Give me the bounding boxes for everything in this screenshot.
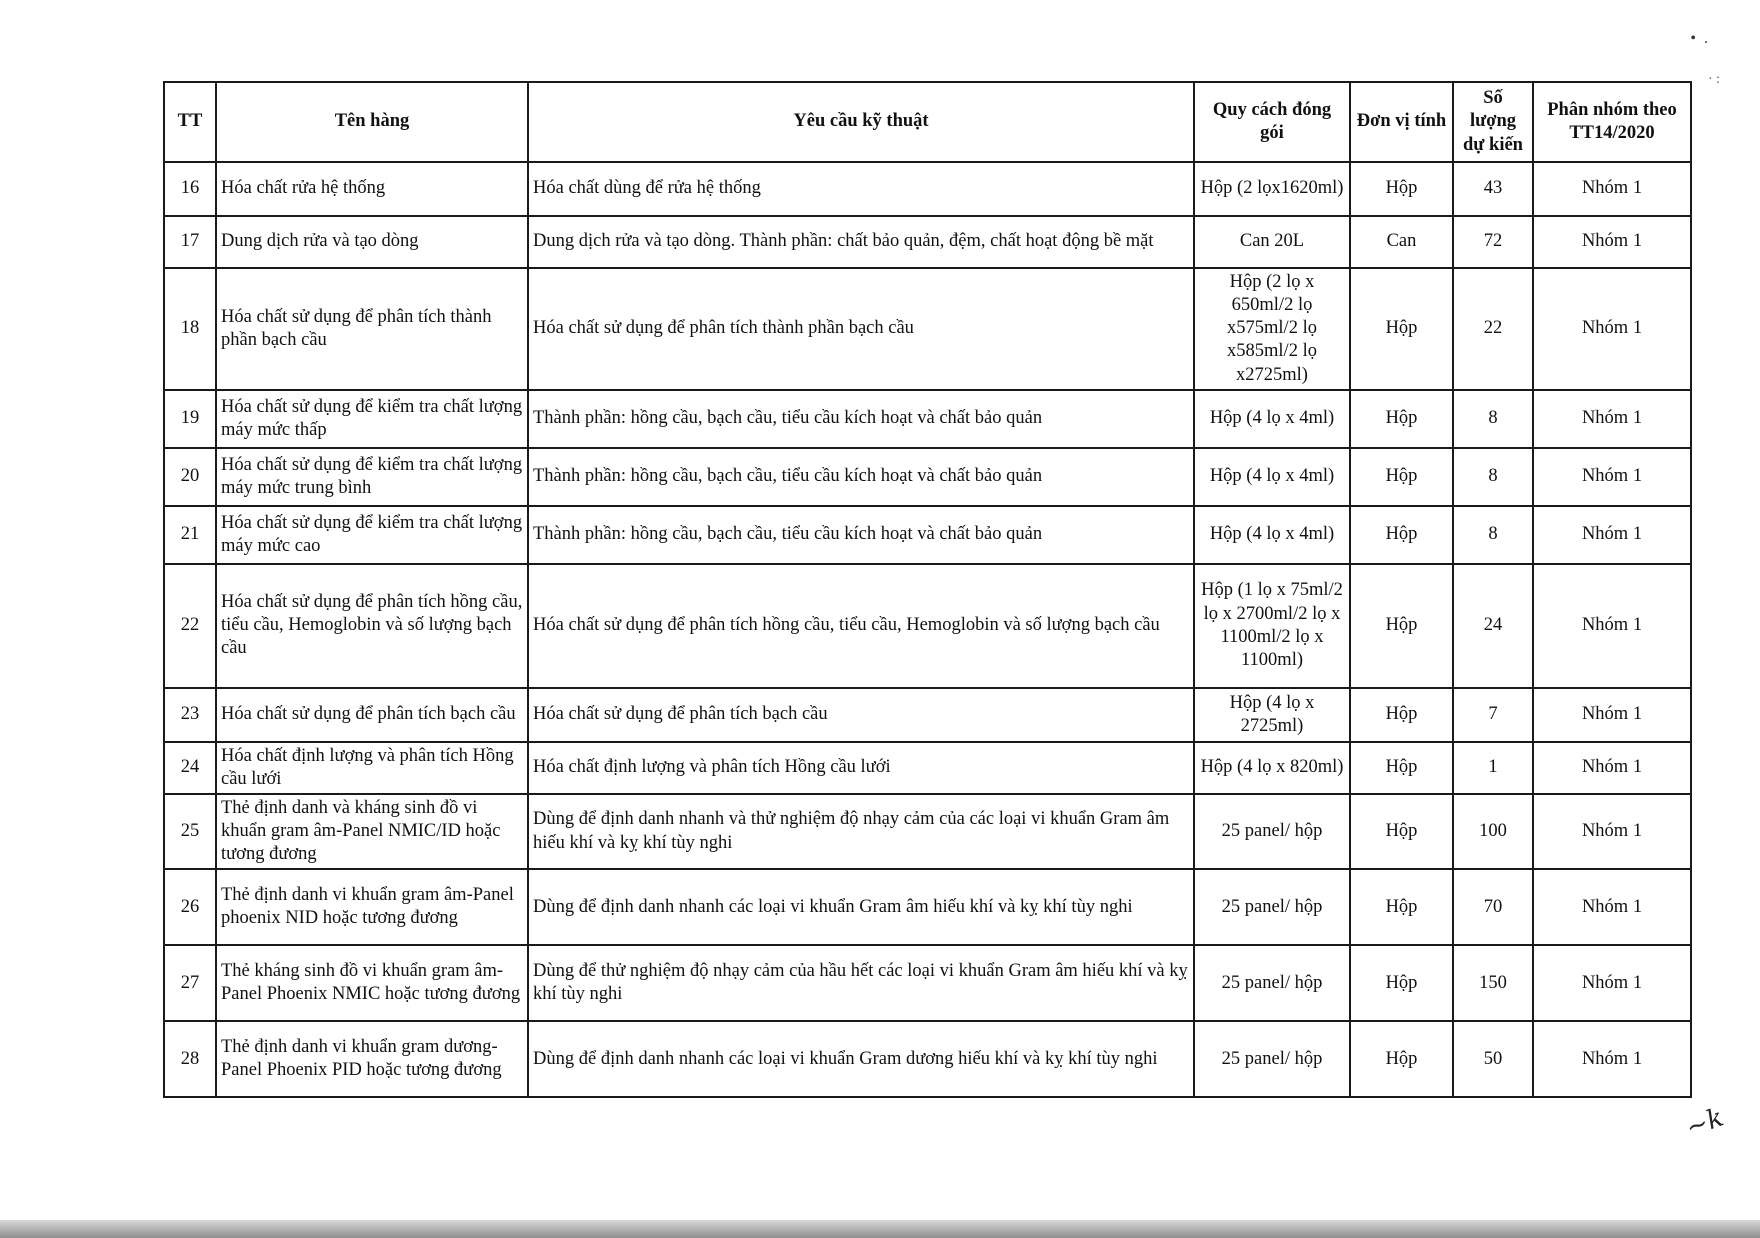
cell-requirement: Hóa chất sử dụng để phân tích bạch cầu — [528, 688, 1194, 742]
cell-group: Nhóm 1 — [1533, 390, 1691, 448]
table-row — [164, 216, 1691, 268]
cell-packaging: 25 panel/ hộp — [1194, 1021, 1350, 1097]
cell-name: Hóa chất sử dụng để phân tích thành phần bạch cầu — [216, 268, 528, 390]
cell-tt: 25 — [164, 794, 216, 869]
cell-packaging: Hộp (2 lọ x 650ml/2 lọ x575ml/2 lọ x585ml/2 lọ x2725ml) — [1194, 268, 1350, 390]
cell-packaging: Hộp (4 lọ x 2725ml) — [1194, 688, 1350, 742]
cell-name: Hóa chất sử dụng để kiểm tra chất lượng máy mức cao — [216, 506, 528, 564]
cell-group: Nhóm 1 — [1533, 742, 1691, 794]
table-row — [164, 268, 1691, 390]
cell-quantity: 22 — [1453, 268, 1533, 390]
cell-unit: Hộp — [1350, 945, 1453, 1021]
cell-group: Nhóm 1 — [1533, 688, 1691, 742]
cell-packaging: 25 panel/ hộp — [1194, 945, 1350, 1021]
header-requirement: Yêu cầu kỹ thuật — [528, 82, 1194, 162]
cell-name: Dung dịch rửa và tạo dòng — [216, 216, 528, 268]
cell-group: Nhóm 1 — [1533, 1021, 1691, 1097]
cell-group: Nhóm 1 — [1533, 794, 1691, 869]
cell-unit: Hộp — [1350, 742, 1453, 794]
table-row — [164, 794, 1691, 869]
header-name: Tên hàng — [216, 82, 528, 162]
cell-tt: 28 — [164, 1021, 216, 1097]
cell-quantity: 72 — [1453, 216, 1533, 268]
scan-edge — [0, 1220, 1760, 1238]
cell-unit: Hộp — [1350, 869, 1453, 945]
cell-group: Nhóm 1 — [1533, 869, 1691, 945]
cell-name: Hóa chất sử dụng để kiểm tra chất lượng máy mức trung bình — [216, 448, 528, 506]
cell-quantity: 1 — [1453, 742, 1533, 794]
cell-quantity: 43 — [1453, 162, 1533, 216]
cell-group: Nhóm 1 — [1533, 268, 1691, 390]
cell-tt: 16 — [164, 162, 216, 216]
cell-tt: 20 — [164, 448, 216, 506]
table-row — [164, 688, 1691, 742]
cell-requirement: Hóa chất định lượng và phân tích Hồng cầu lưới — [528, 742, 1194, 794]
cell-unit: Hộp — [1350, 506, 1453, 564]
table-row — [164, 869, 1691, 945]
cell-requirement: Dung dịch rửa và tạo dòng. Thành phần: chất bảo quản, đệm, chất hoạt động bề mặt — [528, 216, 1194, 268]
cell-tt: 19 — [164, 390, 216, 448]
cell-packaging: Hộp (4 lọ x 4ml) — [1194, 448, 1350, 506]
cell-requirement: Dùng để định danh nhanh các loại vi khuẩn Gram dương hiếu khí và kỵ khí tùy nghi — [528, 1021, 1194, 1097]
cell-quantity: 8 — [1453, 506, 1533, 564]
cell-packaging: Hộp (4 lọ x 4ml) — [1194, 390, 1350, 448]
procurement-table — [163, 81, 1692, 1098]
cell-tt: 17 — [164, 216, 216, 268]
signature-initials: ~k — [1682, 1102, 1728, 1144]
cell-packaging: Hộp (2 lọx1620ml) — [1194, 162, 1350, 216]
cell-requirement: Dùng để định danh nhanh và thử nghiệm độ nhạy cảm của các loại vi khuẩn Gram âm hiếu khí và kỵ khí tùy nghi — [528, 794, 1194, 869]
table-row — [164, 506, 1691, 564]
cell-name: Hóa chất định lượng và phân tích Hồng cầu lưới — [216, 742, 528, 794]
table-row — [164, 448, 1691, 506]
cell-tt: 23 — [164, 688, 216, 742]
cell-unit: Hộp — [1350, 688, 1453, 742]
cell-group: Nhóm 1 — [1533, 216, 1691, 268]
cell-name: Hóa chất sử dụng để phân tích bạch cầu — [216, 688, 528, 742]
scan-speck: • . — [1690, 30, 1710, 47]
cell-name: Hóa chất sử dụng để kiểm tra chất lượng máy mức thấp — [216, 390, 528, 448]
cell-requirement: Hóa chất dùng để rửa hệ thống — [528, 162, 1194, 216]
cell-packaging: Hộp (4 lọ x 820ml) — [1194, 742, 1350, 794]
cell-unit: Can — [1350, 216, 1453, 268]
cell-tt: 22 — [164, 564, 216, 688]
cell-name: Thẻ định danh vi khuẩn gram âm-Panel phoenix NID hoặc tương đương — [216, 869, 528, 945]
cell-quantity: 8 — [1453, 448, 1533, 506]
cell-tt: 27 — [164, 945, 216, 1021]
cell-requirement: Dùng để định danh nhanh các loại vi khuẩn Gram âm hiếu khí và kỵ khí tùy nghi — [528, 869, 1194, 945]
cell-group: Nhóm 1 — [1533, 448, 1691, 506]
cell-quantity: 70 — [1453, 869, 1533, 945]
cell-unit: Hộp — [1350, 448, 1453, 506]
header-packaging: Quy cách đóng gói — [1194, 82, 1350, 162]
cell-group: Nhóm 1 — [1533, 945, 1691, 1021]
cell-name: Thẻ định danh vi khuẩn gram dương-Panel Phoenix PID hoặc tương đương — [216, 1021, 528, 1097]
cell-quantity: 150 — [1453, 945, 1533, 1021]
cell-quantity: 24 — [1453, 564, 1533, 688]
cell-quantity: 100 — [1453, 794, 1533, 869]
table-row — [164, 1021, 1691, 1097]
cell-tt: 18 — [164, 268, 216, 390]
cell-unit: Hộp — [1350, 564, 1453, 688]
cell-packaging: 25 panel/ hộp — [1194, 869, 1350, 945]
cell-requirement: Dùng để thử nghiệm độ nhạy cảm của hầu hết các loại vi khuẩn Gram âm hiếu khí và kỵ khí tùy nghi — [528, 945, 1194, 1021]
cell-group: Nhóm 1 — [1533, 162, 1691, 216]
cell-name: Hóa chất rửa hệ thống — [216, 162, 528, 216]
table-row — [164, 162, 1691, 216]
cell-unit: Hộp — [1350, 268, 1453, 390]
table-row — [164, 390, 1691, 448]
table-row — [164, 945, 1691, 1021]
cell-quantity: 50 — [1453, 1021, 1533, 1097]
cell-quantity: 7 — [1453, 688, 1533, 742]
table-row — [164, 742, 1691, 794]
cell-unit: Hộp — [1350, 794, 1453, 869]
cell-packaging: Hộp (1 lọ x 75ml/2 lọ x 2700ml/2 lọ x 1100ml/2 lọ x 1100ml) — [1194, 564, 1350, 688]
header-quantity: Số lượng dự kiến — [1453, 82, 1533, 162]
header-group: Phân nhóm theo TT14/2020 — [1533, 82, 1691, 162]
cell-requirement: Hóa chất sử dụng để phân tích thành phần bạch cầu — [528, 268, 1194, 390]
cell-requirement: Thành phần: hồng cầu, bạch cầu, tiểu cầu kích hoạt và chất bảo quản — [528, 506, 1194, 564]
cell-name: Thẻ định danh và kháng sinh đồ vi khuẩn gram âm-Panel NMIC/ID hoặc tương đương — [216, 794, 528, 869]
header-tt: TT — [164, 82, 216, 162]
cell-requirement: Hóa chất sử dụng để phân tích hồng cầu, tiểu cầu, Hemoglobin và số lượng bạch cầu — [528, 564, 1194, 688]
cell-group: Nhóm 1 — [1533, 564, 1691, 688]
scan-speck: · : — [1707, 72, 1720, 87]
cell-name: Hóa chất sử dụng để phân tích hồng cầu, tiểu cầu, Hemoglobin và số lượng bạch cầu — [216, 564, 528, 688]
table-header-row — [164, 82, 1691, 162]
cell-group: Nhóm 1 — [1533, 506, 1691, 564]
cell-unit: Hộp — [1350, 1021, 1453, 1097]
cell-requirement: Thành phần: hồng cầu, bạch cầu, tiểu cầu kích hoạt và chất bảo quản — [528, 448, 1194, 506]
cell-tt: 26 — [164, 869, 216, 945]
cell-packaging: Can 20L — [1194, 216, 1350, 268]
cell-requirement: Thành phần: hồng cầu, bạch cầu, tiểu cầu kích hoạt và chất bảo quản — [528, 390, 1194, 448]
cell-packaging: 25 panel/ hộp — [1194, 794, 1350, 869]
cell-name: Thẻ kháng sinh đồ vi khuẩn gram âm-Panel Phoenix NMIC hoặc tương đương — [216, 945, 528, 1021]
header-unit: Đơn vị tính — [1350, 82, 1453, 162]
cell-unit: Hộp — [1350, 390, 1453, 448]
cell-tt: 21 — [164, 506, 216, 564]
cell-tt: 24 — [164, 742, 216, 794]
table-row — [164, 564, 1691, 688]
cell-quantity: 8 — [1453, 390, 1533, 448]
cell-packaging: Hộp (4 lọ x 4ml) — [1194, 506, 1350, 564]
cell-unit: Hộp — [1350, 162, 1453, 216]
